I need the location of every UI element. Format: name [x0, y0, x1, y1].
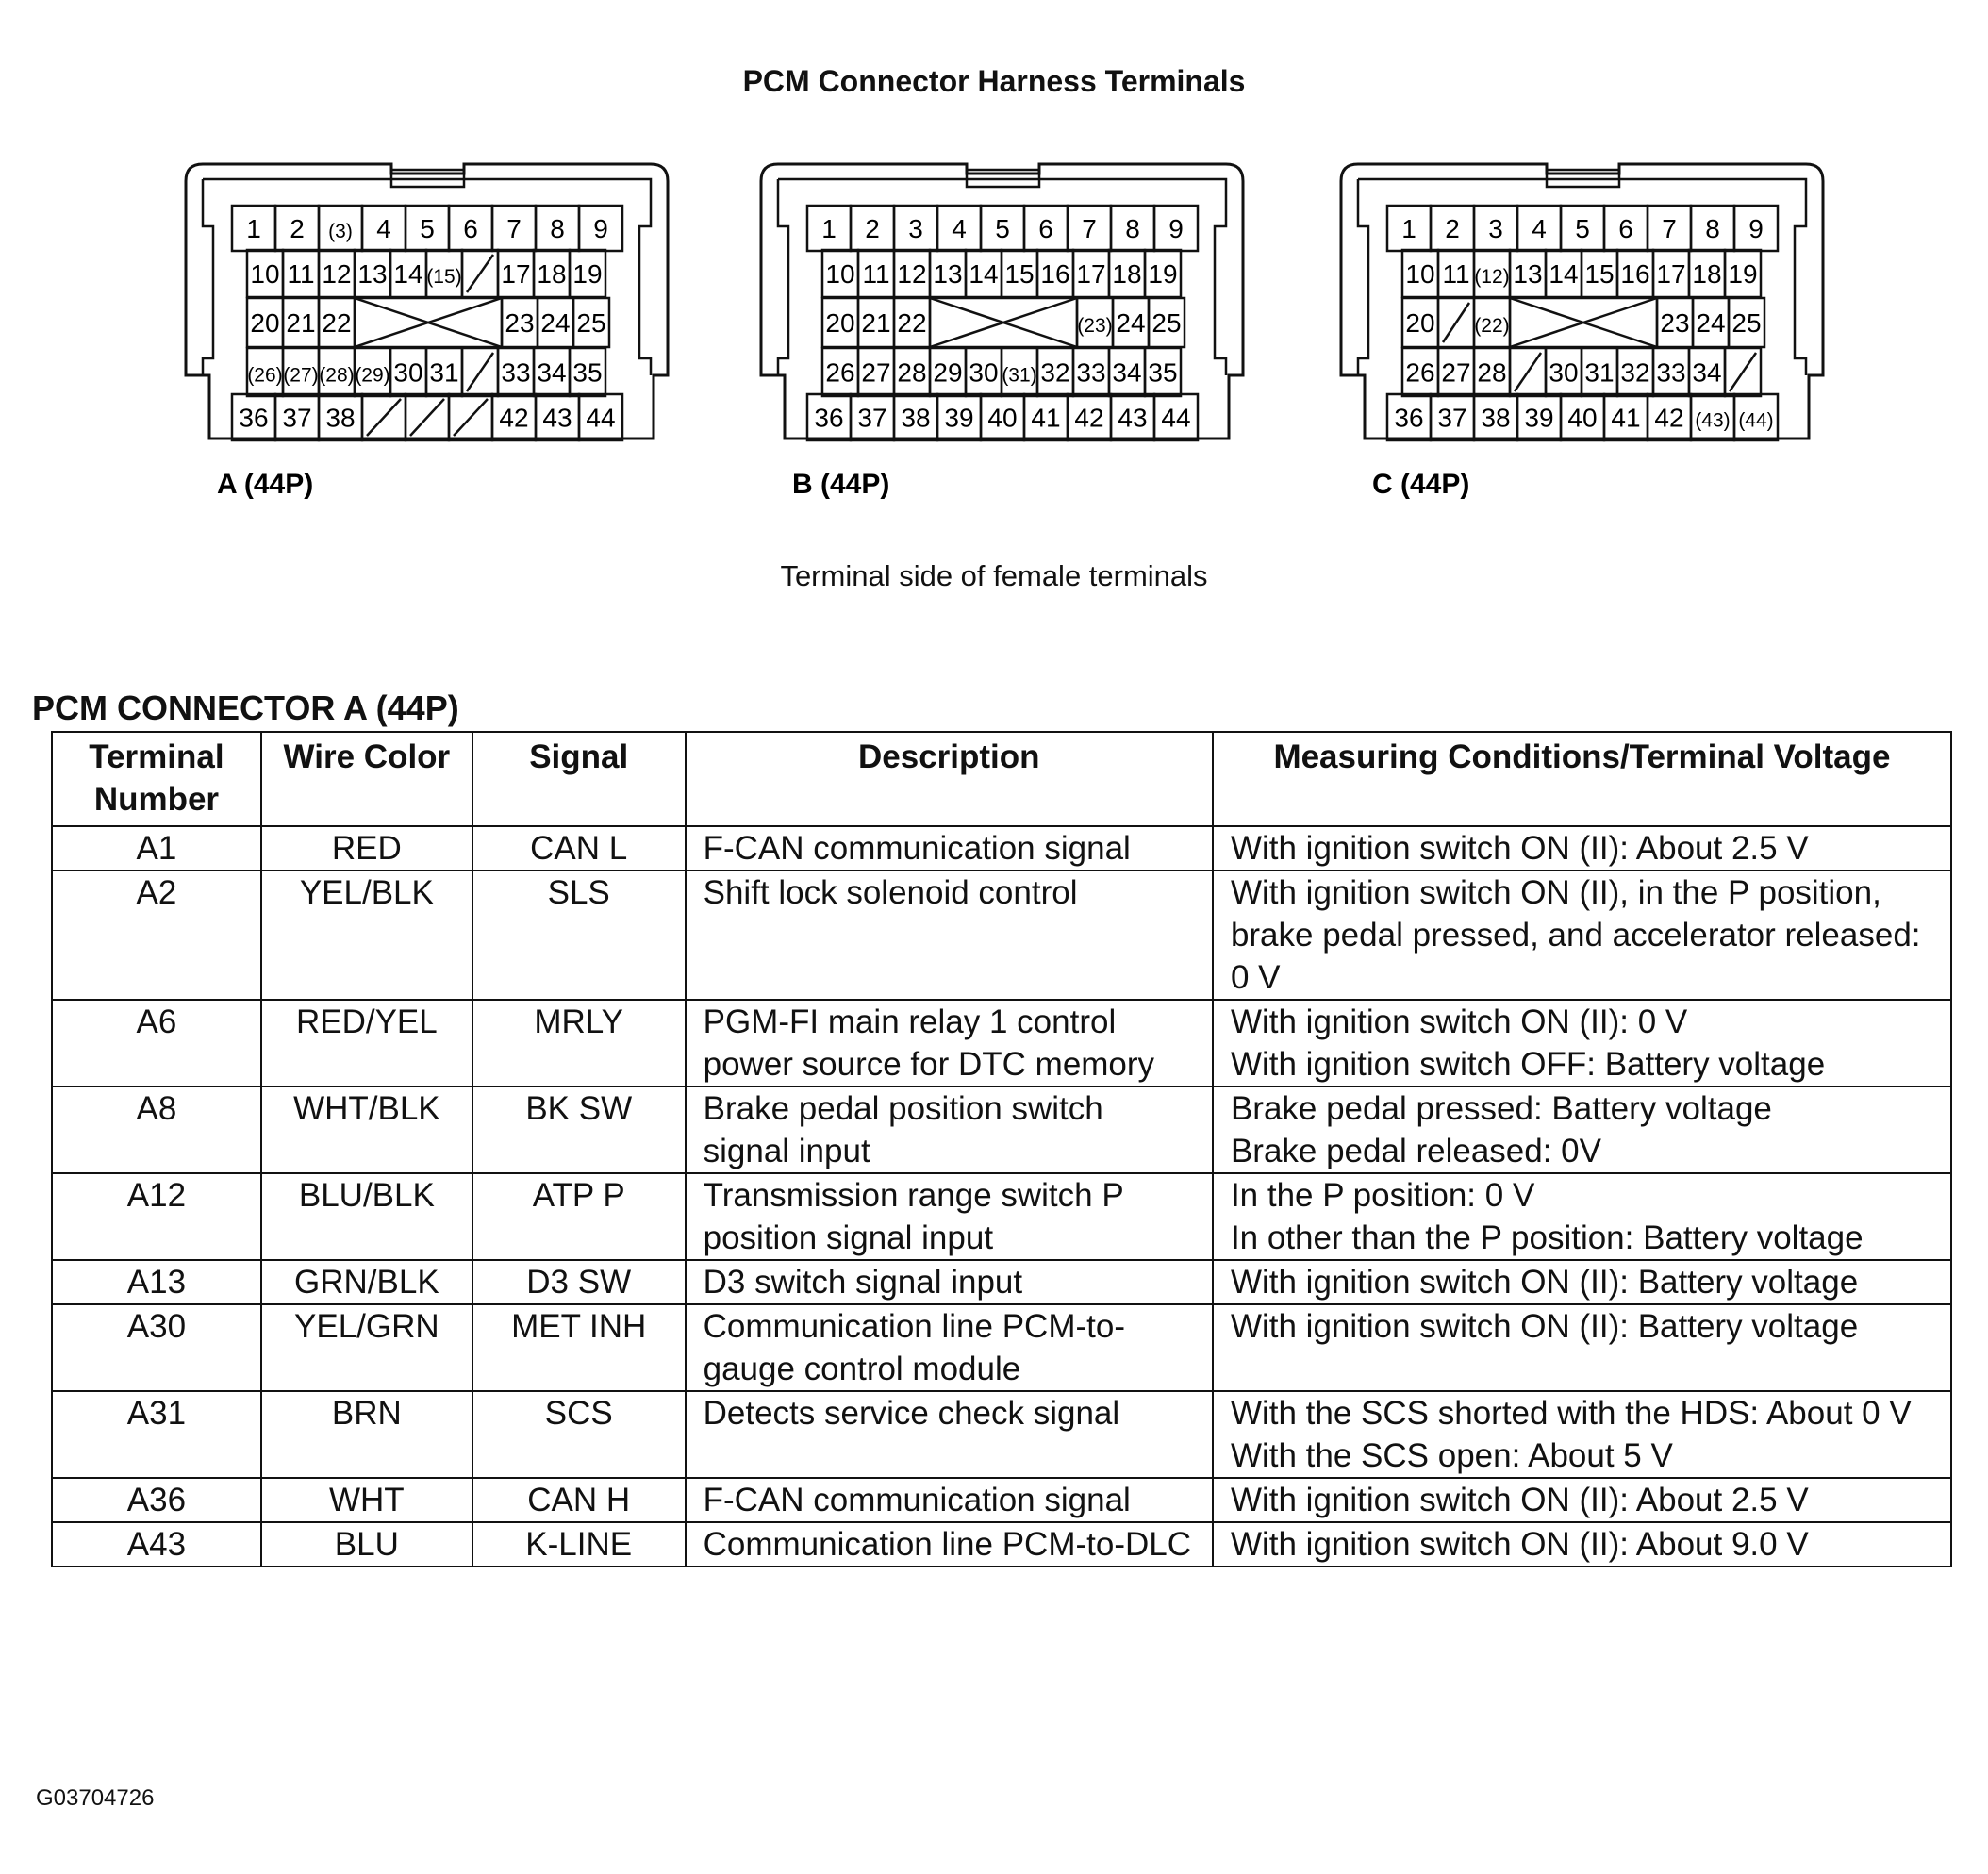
terminal-number: 42 [499, 403, 529, 433]
terminal-number: 38 [325, 403, 356, 433]
terminal-number: 22 [322, 308, 352, 338]
table-row [52, 826, 1951, 871]
connector-c [1341, 164, 1823, 500]
unused-slash [1730, 353, 1756, 391]
terminal-number: 31 [1584, 357, 1615, 388]
cell-measuring-conditions: With the SCS shorted with the HDS: About 0 V With the SCS open: About 5 V [1213, 1391, 1951, 1478]
unused-slash [410, 399, 444, 436]
unused-slash [1515, 353, 1541, 391]
cell-wire-color: RED/YEL [261, 1000, 472, 1086]
terminal-number: 5 [1575, 214, 1590, 243]
terminal-number: 27 [861, 357, 891, 388]
terminal-number: 19 [1728, 259, 1758, 289]
terminal-number: 11 [287, 259, 315, 289]
terminal-number: 35 [1148, 357, 1178, 388]
terminal-number: 4 [376, 214, 391, 243]
terminal-number: 21 [861, 308, 891, 338]
cell-wire-color: YEL/BLK [261, 871, 472, 1000]
header-description: Description [686, 732, 1213, 826]
table-row [52, 1173, 1951, 1260]
cell-wire-color: BLU [261, 1522, 472, 1567]
terminal-number: 37 [1437, 403, 1467, 433]
cell-measuring-conditions: Brake pedal pressed: Battery voltage Brake pedal released: 0V [1213, 1086, 1951, 1173]
terminal-number: (27) [283, 364, 319, 387]
cell-measuring-conditions: With ignition switch ON (II): Battery voltage [1213, 1304, 1951, 1391]
terminal-number: 36 [814, 403, 844, 433]
terminal-number: 32 [1620, 357, 1650, 388]
cell-measuring-conditions: With ignition switch ON (II): Battery voltage [1213, 1260, 1951, 1304]
connector-a [186, 164, 668, 500]
terminal-number: 19 [572, 259, 603, 289]
cell-signal: CAN H [472, 1478, 686, 1522]
header-signal: Signal [472, 732, 686, 826]
terminal-number: 8 [550, 214, 565, 243]
terminal-number: 17 [501, 259, 531, 289]
terminal-number: 11 [1442, 259, 1470, 289]
cell-signal: ATP P [472, 1173, 686, 1260]
terminal-number: 42 [1654, 403, 1684, 433]
terminal-number: 2 [865, 214, 880, 243]
terminal-number: 18 [537, 259, 567, 289]
terminal-side-caption: Terminal side of female terminals [780, 559, 1208, 592]
connector-label: A (44P) [217, 469, 314, 500]
terminal-number: 6 [463, 214, 478, 243]
terminal-number: 10 [825, 259, 855, 289]
unused-slash [467, 255, 493, 292]
terminal-number: 41 [1611, 403, 1641, 433]
terminal-number: 17 [1656, 259, 1686, 289]
terminal-number: 12 [322, 259, 352, 289]
terminal-number: (43) [1695, 409, 1731, 432]
table-row [52, 1478, 1951, 1522]
terminal-number: 20 [1405, 308, 1435, 338]
table-title: PCM CONNECTOR A (44P) [32, 688, 459, 727]
terminal-number: (12) [1474, 266, 1510, 288]
terminal-number: 25 [576, 308, 606, 338]
terminal-number: 36 [239, 403, 269, 433]
terminal-number: (15) [426, 266, 462, 288]
header-wire-color: Wire Color [261, 732, 472, 826]
terminal-number: 43 [542, 403, 572, 433]
terminal-number: 3 [908, 214, 923, 243]
terminal-number: 24 [1696, 308, 1726, 338]
terminal-number: 13 [933, 259, 963, 289]
terminal-number: 4 [952, 214, 967, 243]
cell-description: Communication line PCM-to-gauge control module [686, 1304, 1213, 1391]
terminal-number: 10 [250, 259, 280, 289]
cell-signal: MET INH [472, 1304, 686, 1391]
unused-slash [454, 399, 488, 436]
terminal-number: 20 [250, 308, 280, 338]
terminal-number: 14 [1549, 259, 1579, 289]
terminal-number: 34 [1692, 357, 1722, 388]
terminal-number: 24 [1116, 308, 1146, 338]
terminal-number: 14 [393, 259, 423, 289]
cell-measuring-conditions: With ignition switch ON (II), in the P position, brake pedal pressed, and accelerator released: 0 V [1213, 871, 1951, 1000]
terminal-number: 13 [357, 259, 388, 289]
cell-terminal: A13 [52, 1260, 261, 1304]
terminal-number: 37 [282, 403, 312, 433]
terminal-number: 39 [1524, 403, 1554, 433]
cell-terminal: A8 [52, 1086, 261, 1173]
terminal-number: 21 [286, 308, 316, 338]
unused-slash [367, 399, 401, 436]
terminal-number: 33 [501, 357, 531, 388]
terminal-number: 11 [862, 259, 890, 289]
table-row [52, 1000, 1951, 1086]
terminal-number: 9 [593, 214, 608, 243]
unused-slash [467, 353, 493, 391]
cell-description: PGM-FI main relay 1 control power source for DTC memory [686, 1000, 1213, 1086]
terminal-number: 16 [1040, 259, 1070, 289]
cell-description: F-CAN communication signal [686, 826, 1213, 871]
terminal-number: 30 [1549, 357, 1579, 388]
cell-wire-color: YEL/GRN [261, 1304, 472, 1391]
terminal-number: 14 [969, 259, 999, 289]
page-title: PCM Connector Harness Terminals [742, 64, 1246, 98]
terminal-number: 28 [897, 357, 927, 388]
terminal-number: 2 [290, 214, 305, 243]
terminal-number: 38 [901, 403, 931, 433]
cell-description: D3 switch signal input [686, 1260, 1213, 1304]
terminal-number: 34 [537, 357, 567, 388]
terminal-number: 30 [969, 357, 999, 388]
terminal-number: 19 [1148, 259, 1178, 289]
terminal-number: 9 [1168, 214, 1184, 243]
unused-slash [1443, 303, 1469, 342]
terminal-number: (22) [1474, 315, 1510, 337]
connector-label: B (44P) [792, 469, 890, 500]
terminal-number: 40 [1567, 403, 1598, 433]
terminal-number: 15 [1004, 259, 1035, 289]
terminal-number: 7 [506, 214, 522, 243]
terminal-number: 9 [1748, 214, 1764, 243]
terminal-number: 20 [825, 308, 855, 338]
cell-measuring-conditions: In the P position: 0 V In other than the P position: Battery voltage [1213, 1173, 1951, 1260]
terminal-number: 25 [1731, 308, 1762, 338]
header-measuring-conditions: Measuring Conditions/Terminal Voltage [1213, 732, 1951, 826]
cell-measuring-conditions: With ignition switch ON (II): About 2.5 V [1213, 1478, 1951, 1522]
terminal-number: 6 [1618, 214, 1633, 243]
cell-wire-color: RED [261, 826, 472, 871]
cell-terminal: A43 [52, 1522, 261, 1567]
terminal-number: 39 [944, 403, 974, 433]
cell-measuring-conditions: With ignition switch ON (II): 0 V With ignition switch OFF: Battery voltage [1213, 1000, 1951, 1086]
cell-signal: SLS [472, 871, 686, 1000]
cell-wire-color: BRN [261, 1391, 472, 1478]
cell-measuring-conditions: With ignition switch ON (II): About 2.5 V [1213, 826, 1951, 871]
connector-b [761, 164, 1243, 500]
table-row [52, 871, 1951, 1000]
cell-terminal: A1 [52, 826, 261, 871]
cell-wire-color: WHT/BLK [261, 1086, 472, 1173]
terminal-number: 3 [1488, 214, 1503, 243]
terminal-number: 17 [1076, 259, 1106, 289]
terminal-number: 35 [572, 357, 603, 388]
cell-signal: SCS [472, 1391, 686, 1478]
terminal-number: 42 [1074, 403, 1104, 433]
terminal-number: 4 [1532, 214, 1547, 243]
terminal-number: 28 [1477, 357, 1507, 388]
terminal-number: 8 [1125, 214, 1140, 243]
terminal-number: 22 [897, 308, 927, 338]
terminal-number: 8 [1705, 214, 1720, 243]
table-row [52, 1086, 1951, 1173]
terminal-number: 31 [429, 357, 459, 388]
terminal-number: 27 [1441, 357, 1471, 388]
connector-label: C (44P) [1372, 469, 1470, 500]
terminal-number: 1 [1401, 214, 1416, 243]
terminal-number: 16 [1620, 259, 1650, 289]
terminal-number: 18 [1112, 259, 1142, 289]
terminal-number: 6 [1038, 214, 1053, 243]
cell-wire-color: GRN/BLK [261, 1260, 472, 1304]
cell-wire-color: BLU/BLK [261, 1173, 472, 1260]
terminal-number: 34 [1112, 357, 1142, 388]
terminal-number: 1 [246, 214, 261, 243]
table-header-row [52, 732, 1951, 826]
terminal-number: 12 [897, 259, 927, 289]
terminal-number: 37 [857, 403, 887, 433]
cell-signal: BK SW [472, 1086, 686, 1173]
cell-signal: MRLY [472, 1000, 686, 1086]
cell-terminal: A30 [52, 1304, 261, 1391]
terminal-number: 32 [1040, 357, 1070, 388]
table-row [52, 1391, 1951, 1478]
terminal-number: 5 [995, 214, 1010, 243]
terminal-number: 23 [1660, 308, 1690, 338]
pcm-connector-a-table [51, 731, 1952, 1567]
terminal-number: 38 [1481, 403, 1511, 433]
terminal-number: (26) [247, 364, 283, 387]
terminal-number: 41 [1031, 403, 1061, 433]
terminal-number: 26 [825, 357, 855, 388]
terminal-number: 25 [1151, 308, 1182, 338]
cell-description: Transmission range switch P position signal input [686, 1173, 1213, 1260]
terminal-number: 15 [1584, 259, 1615, 289]
terminal-number: (28) [319, 364, 355, 387]
terminal-number: 24 [540, 308, 571, 338]
header-terminal-number: Terminal Number [52, 732, 261, 826]
cell-signal: CAN L [472, 826, 686, 871]
cell-description: Communication line PCM-to-DLC [686, 1522, 1213, 1567]
cell-terminal: A12 [52, 1173, 261, 1260]
cell-description: F-CAN communication signal [686, 1478, 1213, 1522]
cell-description: Brake pedal position switch signal input [686, 1086, 1213, 1173]
terminal-number: 18 [1692, 259, 1722, 289]
table-row [52, 1522, 1951, 1567]
terminal-number: 7 [1082, 214, 1097, 243]
cell-wire-color: WHT [261, 1478, 472, 1522]
cell-measuring-conditions: With ignition switch ON (II): About 9.0 V [1213, 1522, 1951, 1567]
terminal-number: 26 [1405, 357, 1435, 388]
terminal-number: 33 [1076, 357, 1106, 388]
cell-terminal: A31 [52, 1391, 261, 1478]
cell-signal: K-LINE [472, 1522, 686, 1567]
cell-signal: D3 SW [472, 1260, 686, 1304]
terminal-number: 7 [1662, 214, 1677, 243]
terminal-number: 36 [1394, 403, 1424, 433]
cell-description: Detects service check signal [686, 1391, 1213, 1478]
cell-description: Shift lock solenoid control [686, 871, 1213, 1000]
terminal-number: 33 [1656, 357, 1686, 388]
terminal-number: 29 [933, 357, 963, 388]
terminal-number: 43 [1118, 403, 1148, 433]
terminal-number: 40 [987, 403, 1018, 433]
terminal-number: 5 [420, 214, 435, 243]
figure-id: G03704726 [36, 1785, 155, 1811]
terminal-number: (3) [328, 221, 353, 242]
terminal-number: (23) [1077, 315, 1113, 337]
terminal-number: 13 [1513, 259, 1543, 289]
terminal-number: 10 [1405, 259, 1435, 289]
cell-terminal: A2 [52, 871, 261, 1000]
terminal-number: (29) [355, 364, 390, 387]
terminal-number: (44) [1738, 409, 1774, 432]
terminal-number: 30 [393, 357, 423, 388]
terminal-number: 1 [821, 214, 837, 243]
table-row [52, 1260, 1951, 1304]
terminal-number: 2 [1445, 214, 1460, 243]
terminal-number: (31) [1002, 364, 1037, 387]
table-row [52, 1304, 1951, 1391]
cell-terminal: A6 [52, 1000, 261, 1086]
terminal-number: 44 [1161, 403, 1191, 433]
terminal-number: 44 [586, 403, 616, 433]
cell-terminal: A36 [52, 1478, 261, 1522]
terminal-number: 23 [505, 308, 535, 338]
